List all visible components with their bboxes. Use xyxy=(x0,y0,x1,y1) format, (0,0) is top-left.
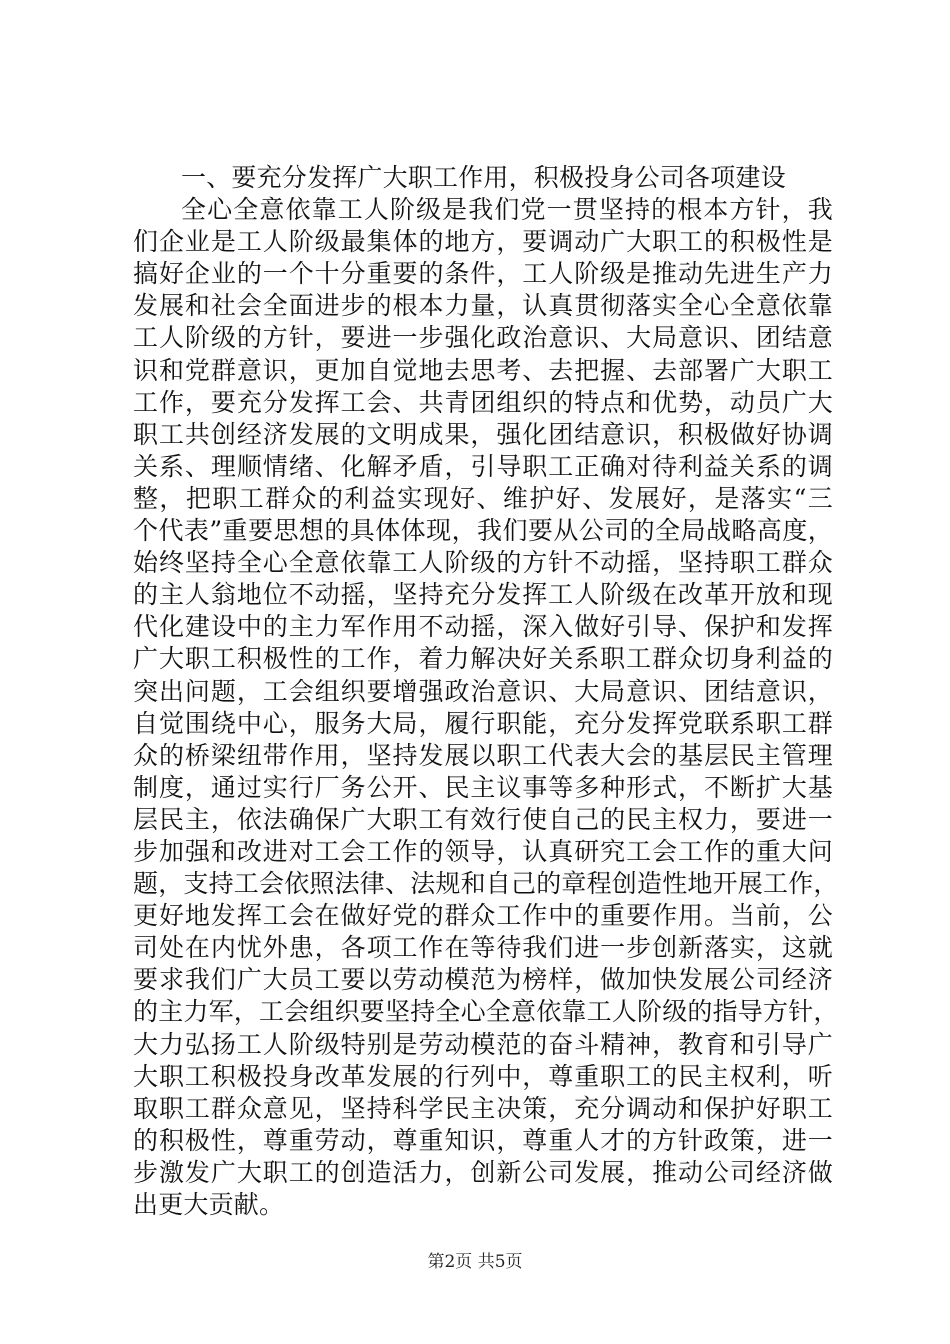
paragraph-line: 步加强和改进对工会工作的领导，认真研究工会工作的重大问 xyxy=(133,836,833,866)
paragraph-line: 工人阶级的方针，要进一步强化政治意识、大局意识、团结意 xyxy=(133,323,833,353)
paragraph-line: 大力弘扬工人阶级特别是劳动模范的奋斗精神，教育和引导广 xyxy=(133,1029,833,1059)
paragraph-line: 个代表”重要思想的具体体现，我们要从公司的全局战略高度， xyxy=(133,516,833,546)
document-body xyxy=(133,162,839,1221)
paragraph-line: 众的桥梁纽带作用，坚持发展以职工代表大会的基层民主管理 xyxy=(133,740,833,770)
paragraph-line: 的积极性，尊重劳动，尊重知识，尊重人才的方针政策，进一 xyxy=(133,1125,833,1155)
paragraph-line: 的主力军，工会组织要坚持全心全意依靠工人阶级的指导方针， xyxy=(133,997,839,1027)
paragraph-line: 关系、理顺情绪、化解矛盾，引导职工正确对待利益关系的调 xyxy=(133,451,833,481)
paragraph-line: 职工共创经济发展的文明成果，强化团结意识，积极做好协调 xyxy=(133,419,833,449)
paragraph-line: 工作，要充分发挥工会、共青团组织的特点和优势，动员广大 xyxy=(133,387,833,417)
paragraph-line: 自觉围绕中心，服务大局，履行职能，充分发挥党联系职工群 xyxy=(133,708,833,738)
page-number-footer: 第2页 共5页 xyxy=(427,1252,523,1272)
paragraph-line: 整，把职工群众的利益实现好、维护好、发展好，是落实“三 xyxy=(133,483,833,513)
paragraph-line: 制度，通过实行厂务公开、民主议事等多种形式，不断扩大基 xyxy=(133,772,833,802)
paragraph-line: 司处在内忧外患，各项工作在等待我们进一步创新落实，这就 xyxy=(133,933,833,963)
paragraph-line: 大职工积极投身改革发展的行列中，尊重职工的民主权利，听 xyxy=(133,1061,833,1091)
paragraph-line: 的主人翁地位不动摇，坚持充分发挥工人阶级在改革开放和现 xyxy=(133,580,833,610)
paragraph-line: 更好地发挥工会在做好党的群众工作中的重要作用。当前，公 xyxy=(133,901,833,931)
paragraph-line: 代化建设中的主力军作用不动摇，深入做好引导、保护和发挥 xyxy=(133,612,833,642)
section-heading: 一、要充分发挥广大职工作用，积极投身公司各项建设 xyxy=(181,163,786,192)
paragraph-line: 全心全意依靠工人阶级是我们党一贯坚持的根本方针，我 xyxy=(181,195,833,225)
paragraph-line: 们企业是工人阶级最集体的地方，要调动广大职工的积极性是 xyxy=(133,227,833,257)
paragraph-line: 始终坚持全心全意依靠工人阶级的方针不动摇，坚持职工群众 xyxy=(133,548,833,578)
paragraph-line: 发展和社会全面进步的根本力量，认真贯彻落实全心全意依靠 xyxy=(133,291,833,321)
paragraph-line: 出更大贡献。 xyxy=(133,1190,285,1219)
paragraph-line: 突出问题，工会组织要增强政治意识、大局意识、团结意识， xyxy=(133,676,833,706)
paragraph-line: 要求我们广大员工要以劳动模范为榜样，做加快发展公司经济 xyxy=(133,965,833,995)
paragraph-line: 题，支持工会依照法律、法规和自己的章程创造性地开展工作， xyxy=(133,869,839,899)
paragraph-line: 取职工群众意见，坚持科学民主决策，充分调动和保护好职工 xyxy=(133,1093,833,1123)
paragraph-line: 层民主，依法确保广大职工有效行使自己的民主权力，要进一 xyxy=(133,804,833,834)
paragraph-line: 步激发广大职工的创造活力，创新公司发展，推动公司经济做 xyxy=(133,1157,833,1187)
paragraph-line: 广大职工积极性的工作，着力解决好关系职工群众切身利益的 xyxy=(133,644,833,674)
paragraph-line: 识和党群意识，更加自觉地去思考、去把握、去部署广大职工 xyxy=(133,355,833,385)
paragraph-line: 搞好企业的一个十分重要的条件，工人阶级是推动先进生产力 xyxy=(133,259,833,289)
